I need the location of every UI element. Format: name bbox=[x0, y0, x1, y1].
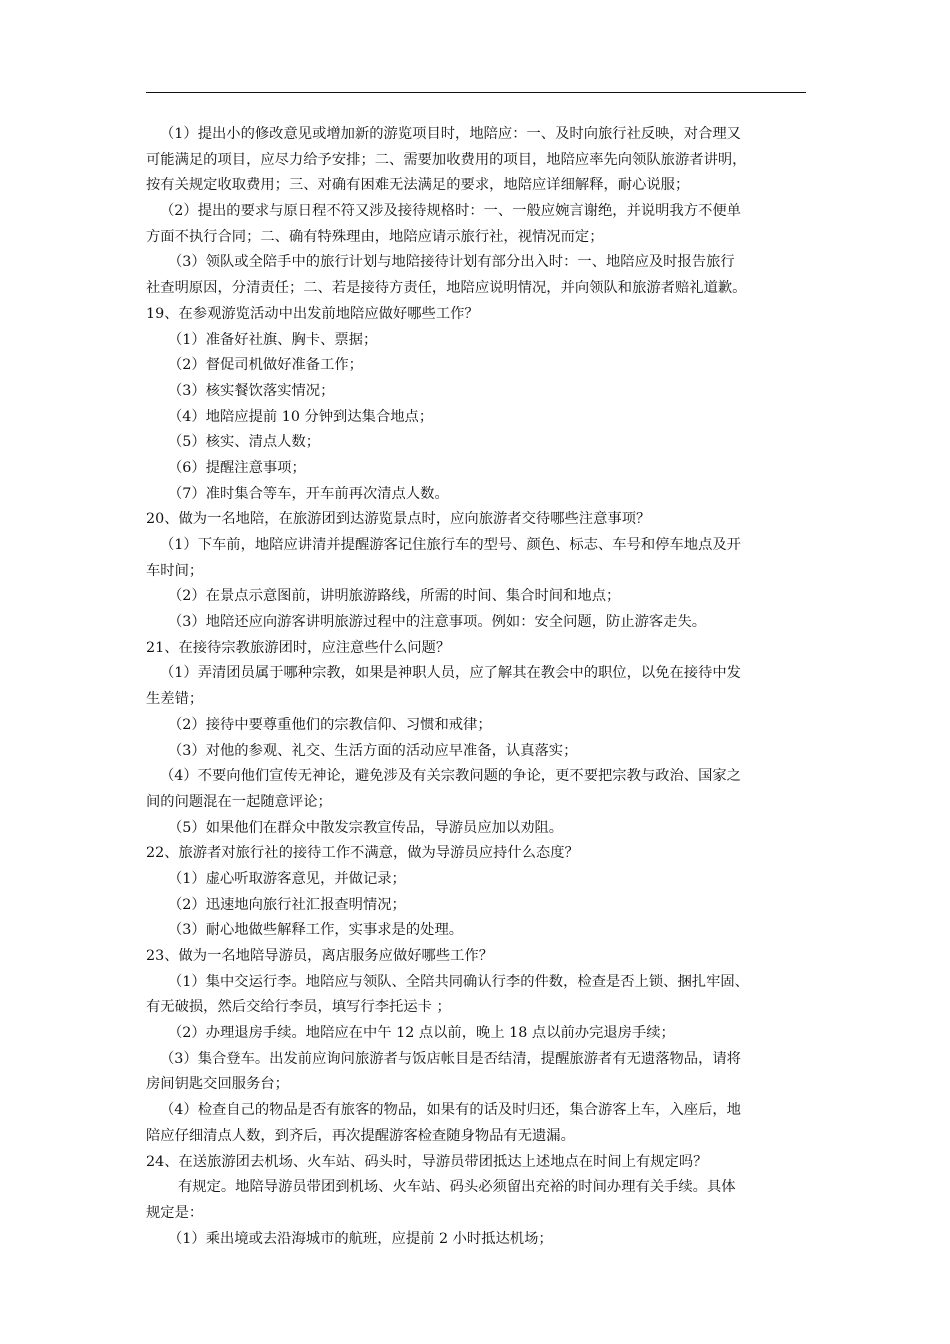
text-line: （2）办理退房手续。地陪应在中午 12 点以前，晚上 18 点以前办完退房手续； bbox=[168, 1025, 675, 1042]
question-heading: 24、在送旅游团去机场、火车站、码头时，导游员带团抵达上述地点在时间上有规定吗？ bbox=[146, 1153, 708, 1170]
text-line: 社查明原因，分清责任；二、若是接待方责任，地陪应说明情况，并向领队和旅游者赔礼道歉。 bbox=[146, 280, 747, 297]
header-rule bbox=[146, 92, 806, 93]
text-line: （5）如果他们在群众中散发宗教宣传品，导游员应加以劝阻。 bbox=[168, 819, 564, 836]
text-line: 按有关规定收取费用；三、对确有困难无法满足的要求，地陪应详细解释，耐心说服； bbox=[146, 177, 690, 194]
text-line: （2）督促司机做好准备工作； bbox=[168, 357, 363, 374]
text-line: 方面不执行合同；二、确有特殊理由，地陪应请示旅行社，视情况而定； bbox=[146, 228, 604, 245]
text-line: （2）迅速地向旅行社汇报查明情况； bbox=[168, 896, 406, 913]
text-line: 车时间； bbox=[146, 562, 204, 579]
question-heading: 20、做为一名地陪，在旅游团到达游览景点时，应向旅游者交待哪些注意事项？ bbox=[146, 511, 651, 528]
text-line: （2）提出的要求与原日程不符又涉及接待规格时：一、一般应婉言谢绝，并说明我方不便单 bbox=[160, 203, 741, 220]
text-line: 有无破损，然后交给行李员，填写行李托运卡 ； bbox=[146, 999, 451, 1016]
text-line: 有规定。地陪导游员带团到机场、火车站、码头必须留出充裕的时间办理有关手续。具体 bbox=[178, 1179, 736, 1196]
question-heading: 22、旅游者对旅行社的接待工作不满意，做为导游员应持什么态度？ bbox=[146, 845, 579, 862]
text-line: （1）虚心听取游客意见，并做记录； bbox=[168, 870, 406, 887]
text-line: （3）集合登车。出发前应询问旅游者与饭店帐目是否结清，提醒旅游者有无遗落物品，请将 bbox=[160, 1050, 741, 1067]
text-line: （2）在景点示意图前，讲明旅游路线，所需的时间、集合时间和地点； bbox=[168, 588, 621, 605]
text-line: （3）对他的参观、礼交、生活方面的活动应早准备，认真落实； bbox=[168, 742, 578, 759]
question-heading: 19、在参观游览活动中出发前地陪应做好哪些工作？ bbox=[146, 305, 479, 322]
text-line: （4）检查自己的物品是否有旅客的物品，如果有的话及时归还，集合游客上车，入座后，地 bbox=[160, 1102, 741, 1119]
text-line: （5）核实、清点人数； bbox=[168, 434, 321, 451]
text-line: （3）领队或全陪手中的旅行计划与地陪接待计划有部分出入时：一、地陪应及时报告旅行 bbox=[168, 254, 735, 271]
text-line: 陪应仔细清点人数，到齐后，再次提醒游客检查随身物品有无遗漏。 bbox=[146, 1127, 575, 1144]
text-line: （4）不要向他们宣传无神论，避免涉及有关宗教问题的争论，更不要把宗教与政治、国家之 bbox=[160, 768, 741, 785]
text-line: （3）耐心地做些解释工作，实事求是的处理。 bbox=[168, 922, 464, 939]
text-line: （3）地陪还应向游客讲明旅游过程中的注意事项。例如：安全问题，防止游客走失。 bbox=[168, 614, 707, 631]
question-heading: 21、在接待宗教旅游团时，应注意些什么问题？ bbox=[146, 639, 451, 656]
text-line: （1）乘出境或去沿海城市的航班，应提前 2 小时抵达机场； bbox=[168, 1230, 553, 1247]
text-line: 可能满足的项目，应尽力给予安排；二、需要加收费用的项目，地陪应率先向领队旅游者讲明， bbox=[146, 151, 747, 168]
text-line: 规定是： bbox=[146, 1204, 204, 1221]
question-heading: 23、做为一名地陪导游员，离店服务应做好哪些工作？ bbox=[146, 948, 494, 964]
text-line: （4）地陪应提前 10 分钟到达集合地点； bbox=[168, 408, 434, 425]
text-line: （2）接待中要尊重他们的宗教信仰、习惯和戒律； bbox=[168, 716, 492, 733]
text-line: 间的问题混在一起随意评论； bbox=[146, 793, 332, 810]
text-line: 生差错； bbox=[146, 691, 204, 708]
text-line: （3）核实餐饮落实情况； bbox=[168, 382, 335, 399]
text-line: （1）集中交运行李。地陪应与领队、全陪共同确认行李的件数，检查是否上锁、捆扎牢固、 bbox=[168, 973, 749, 990]
text-line: （7）准时集合等车，开车前再次清点人数。 bbox=[168, 485, 449, 502]
text-line: （6）提醒注意事项； bbox=[168, 459, 306, 476]
text-line: 房间钥匙交回服务台； bbox=[146, 1076, 289, 1093]
document-body bbox=[146, 122, 808, 1252]
text-line: （1）提出小的修改意见或增加新的游览项目时，地陪应：一、及时向旅行社反映，对合理又 bbox=[160, 126, 741, 142]
text-line: （1）弄清团员属于哪种宗教，如果是神职人员，应了解其在教会中的职位，以免在接待中发 bbox=[160, 665, 741, 682]
text-line: （1）下车前，地陪应讲清并提醒游客记住旅行车的型号、颜色、标志、车号和停车地点及开 bbox=[160, 537, 741, 553]
text-line: （1）准备好社旗、胸卡、票据； bbox=[168, 331, 378, 348]
